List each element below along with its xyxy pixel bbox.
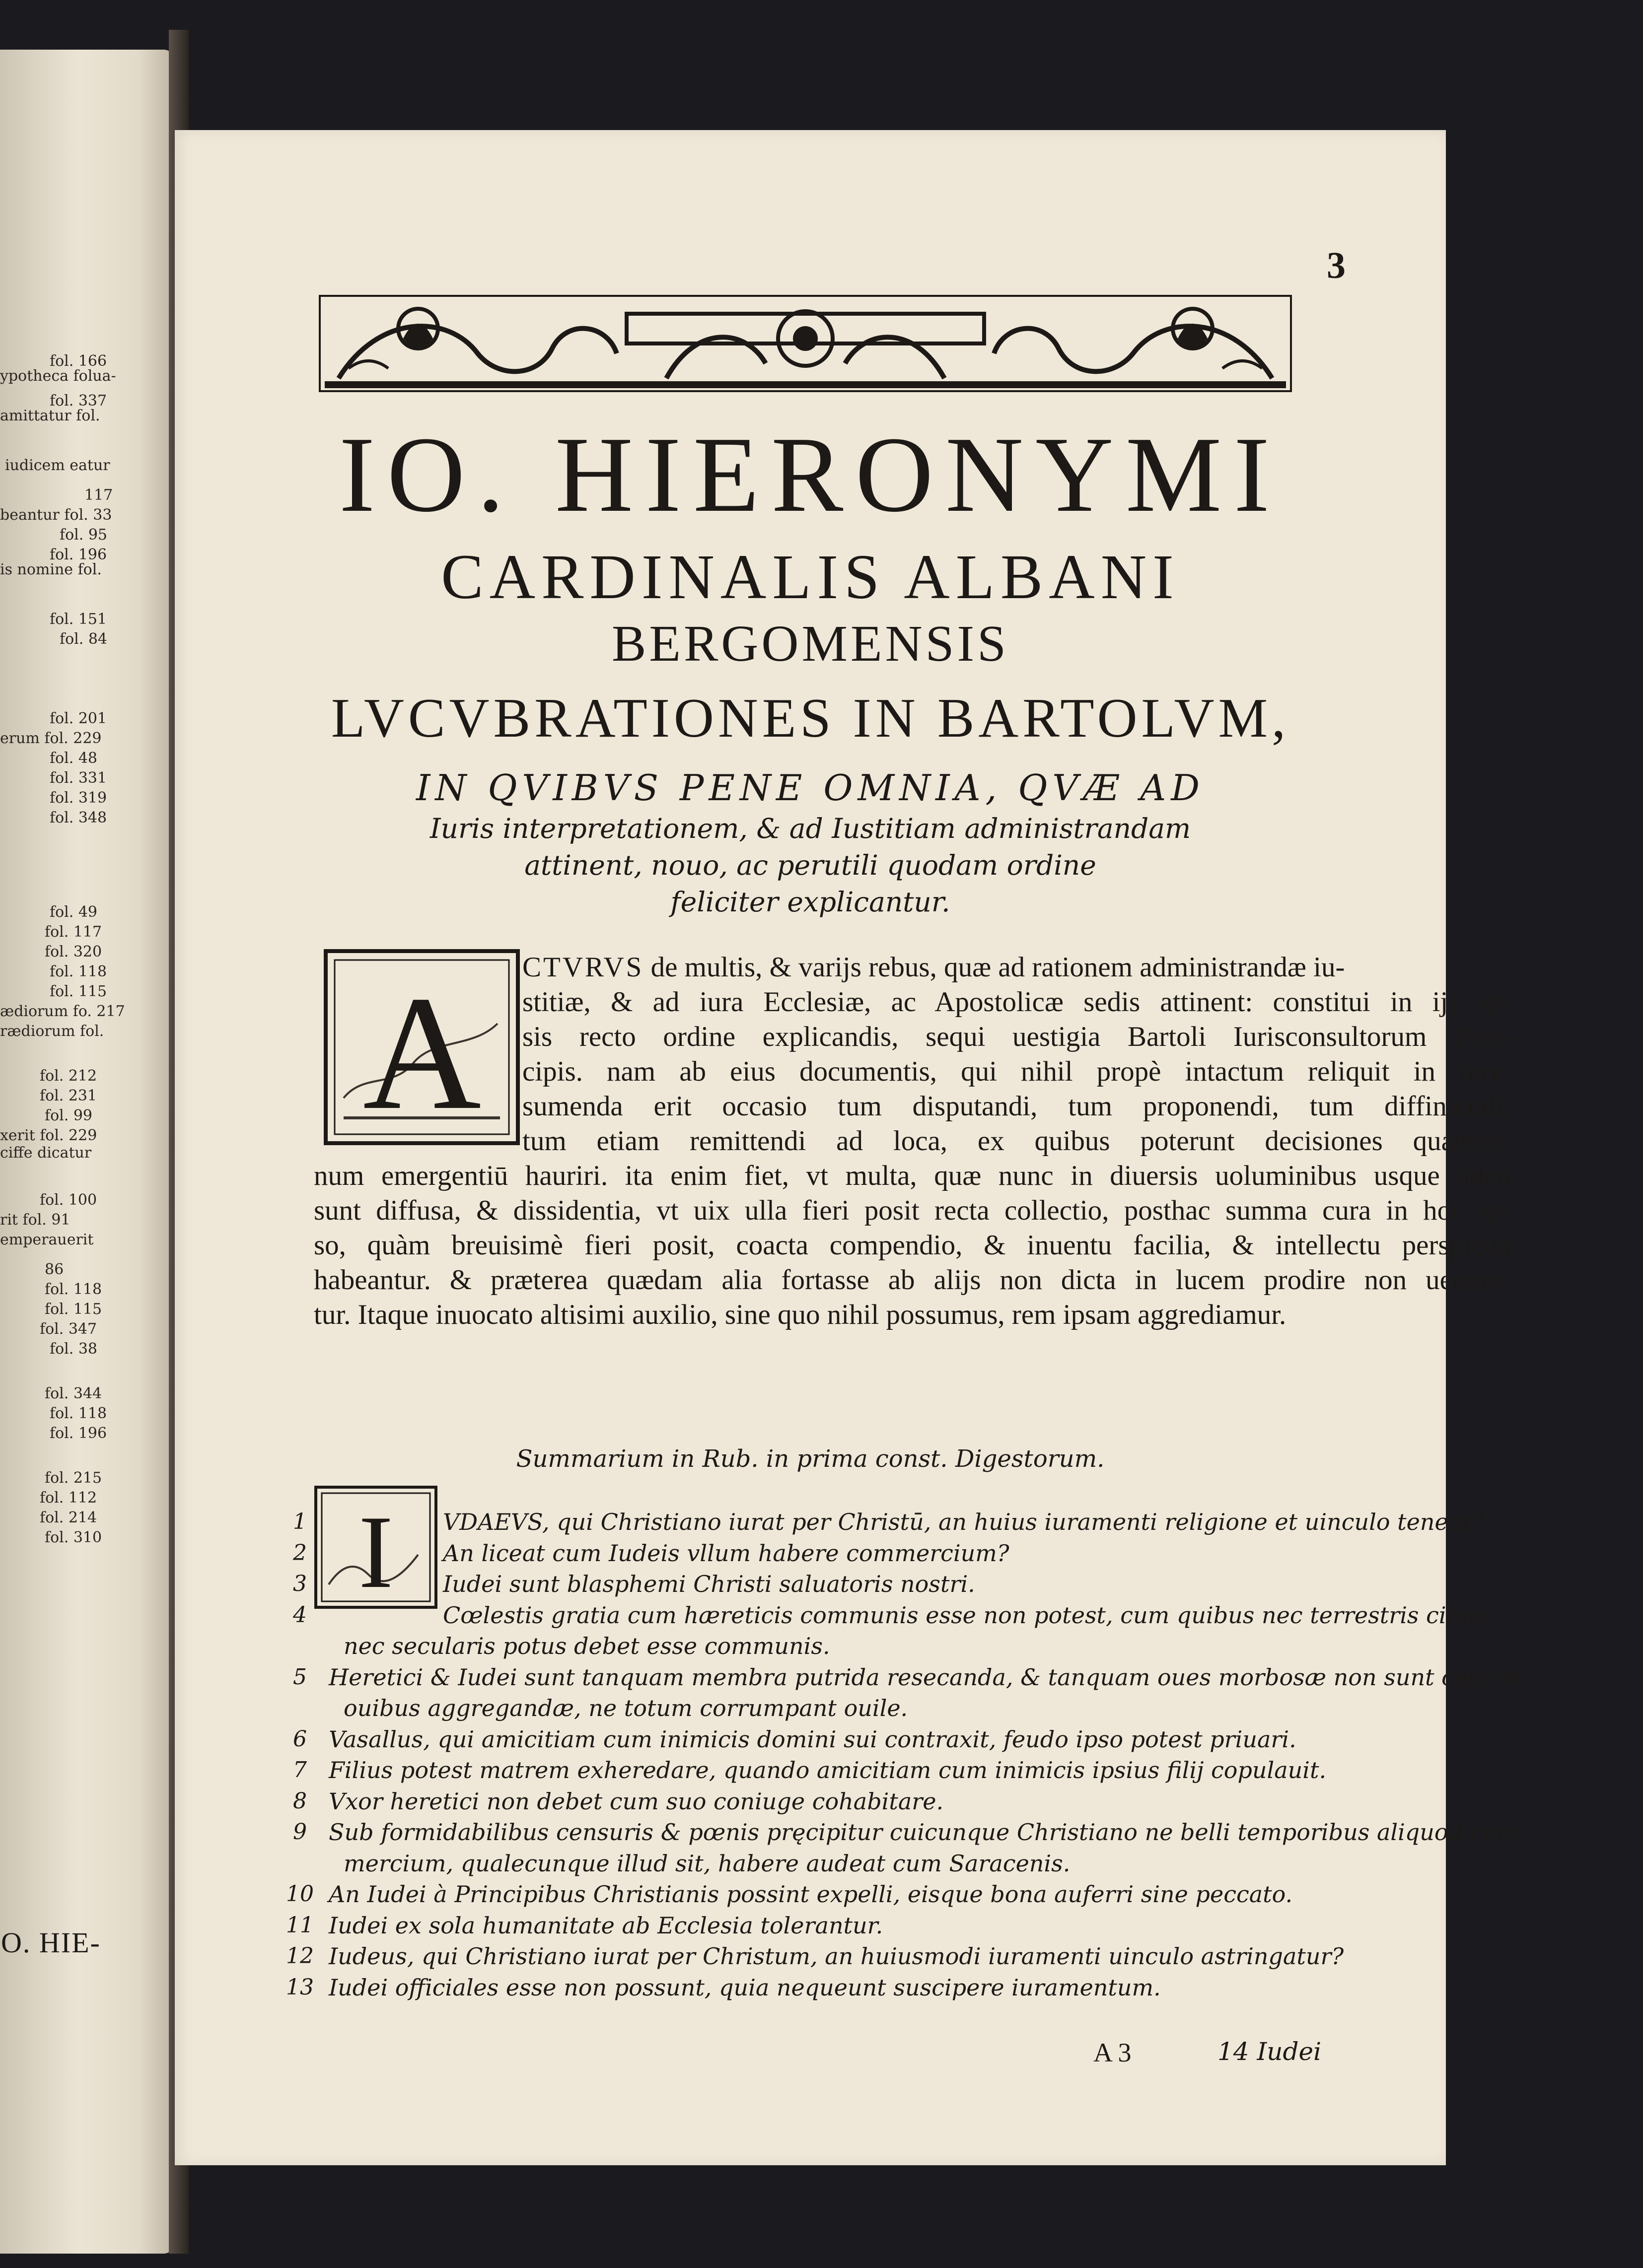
folio-reference: iudicem eatur	[5, 457, 110, 474]
folio-reference: fol. 320	[45, 943, 102, 961]
summarium-item-number: 8	[293, 1788, 307, 1814]
folio-reference: 86	[45, 1261, 64, 1278]
subtitle-line-4: feliciter explicantur.	[670, 886, 950, 918]
left-page-margin	[0, 50, 174, 2254]
title-line-1: IO. HIERONYMI	[339, 415, 1282, 535]
page-number: 3	[1327, 245, 1346, 286]
folio-reference: fol. 117	[45, 923, 102, 941]
body-line: tum etiam remittendi ad loca, ex quibus poterunt decisiones quæstio-	[522, 1125, 1510, 1157]
folio-reference: fol. 112	[40, 1489, 97, 1507]
folio-reference: fol. 347	[40, 1320, 97, 1338]
folio-reference: fol. 348	[50, 809, 107, 826]
folio-reference: fol. 344	[45, 1385, 102, 1402]
folio-reference: fol. 118	[50, 963, 107, 980]
summarium-heading: Summarium in Rub. in prima const. Digestorum.	[516, 1445, 1105, 1473]
folio-reference: fol. 310	[45, 1529, 102, 1546]
signature-mark: A 3	[1093, 2038, 1132, 2067]
folio-reference: fol. 319	[50, 789, 107, 807]
summarium-item-text: Cœlestis gratia cum hæreticis communis esse non potest, cum quibus nec terrestris cibus,	[443, 1601, 1495, 1629]
summarium-item-number: 4	[293, 1602, 307, 1628]
folio-reference: is nomine fol.	[0, 561, 102, 578]
decorated-initial-i	[314, 1485, 438, 1609]
summarium-item-text: ouibus aggregandæ, ne totum corrumpant ouile.	[344, 1695, 908, 1721]
summarium-item-text: Vasallus, qui amicitiam cum inimicis domini sui contraxit, feudo ipso potest priuari.	[329, 1725, 1296, 1753]
summarium-item-text: Iudei sunt blasphemi Christi saluatoris nostri.	[443, 1571, 975, 1597]
body-line: tur. Itaque inuocato altisimi auxilio, sine quo nihil possumus, rem ipsam aggrediamur.	[314, 1299, 1286, 1330]
summarium-item-number: 13	[286, 1974, 314, 2000]
summarium-item-text: VDAEVS, qui Christiano iurat per Christū, an huius iuramenti religione et uinculo teneat?	[443, 1509, 1484, 1535]
folio-reference: fol. 196	[50, 1425, 107, 1442]
running-title: O. HIE-	[1, 1926, 101, 1959]
svg-text:A: A	[362, 962, 482, 1144]
folio-reference: ypotheca folua-	[0, 367, 116, 385]
body-line: cipis. nam ab eius documentis, qui nihil propè intactum reliquit in iure,	[522, 1056, 1510, 1087]
body-line: sis recto ordine explicandis, sequi uestigia Bartoli Iurisconsultorum Prin-	[522, 1021, 1510, 1052]
summarium-item-text: Iudei officiales esse non possunt, quia nequeunt suscipere iuramentum.	[329, 1974, 1161, 2001]
main-page	[175, 130, 1521, 2165]
body-line: sunt diffusa, & dissidentia, vt uix ulla fieri posit recta collectio, posthac summa cura in hoc ip-	[314, 1195, 1510, 1226]
folio-reference: fol. 95	[60, 526, 108, 544]
folio-reference: fol. 214	[40, 1509, 97, 1526]
title-line-4: LVCVBRATIONES IN BARTOLVM,	[331, 687, 1290, 749]
first-word: CTVRVS	[522, 952, 644, 983]
folio-reference: fol. 196	[50, 546, 107, 563]
folio-reference: beantur fol. 33	[0, 506, 112, 524]
folio-reference: fol. 331	[50, 769, 107, 787]
folio-reference: ciffe dicatur	[0, 1144, 92, 1162]
folio-reference: fol. 115	[45, 1301, 102, 1318]
folio-reference: fol. 151	[50, 611, 107, 628]
summarium-item-number: 7	[293, 1757, 307, 1783]
body-line: sumenda erit occasio tum disputandi, tum proponendi, tum diffiniendi,	[522, 1091, 1510, 1122]
folio-reference: fol. 166	[50, 352, 107, 370]
catchword: 14 Iudei	[1217, 2037, 1322, 2066]
folio-reference: fol. 115	[50, 983, 107, 1000]
decorated-initial-a	[324, 949, 520, 1145]
summarium-item-number: 11	[286, 1912, 314, 1938]
summarium-item-number: 1	[293, 1509, 307, 1534]
body-line: num emergentiū hauriri. ita enim fiet, vt multa, quæ nunc in diuersis uoluminibus usque adeò	[314, 1160, 1510, 1191]
body-line: so, quàm breuisimè fieri posit, coacta compendio, & inuentu facilia, & intellectu perspicua	[314, 1230, 1510, 1261]
folio-reference: fol. 99	[45, 1107, 93, 1124]
body-line: habeantur. & præterea quædam alia fortasse ab alijs non dicta in lucem prodire non uerean-	[314, 1264, 1510, 1296]
summarium-item-number: 12	[286, 1943, 314, 1969]
ornamental-headpiece	[319, 294, 1292, 393]
svg-text:I: I	[358, 1495, 393, 1609]
summarium-item-number: 5	[293, 1664, 307, 1690]
folio-reference: fol. 100	[40, 1191, 97, 1209]
summarium-item-text: Filius potest matrem exheredare, quando amicitiam cum inimicis ipsius filij copulauit.	[329, 1757, 1327, 1784]
folio-reference: emperauerit	[0, 1231, 94, 1248]
summarium-item-text: Iudeus, qui Christiano iurat per Christum, an huiusmodi iuramenti uinculo astringatur?	[329, 1943, 1344, 1970]
summarium-item-number: 6	[293, 1726, 307, 1752]
folio-reference: fol. 201	[50, 710, 107, 727]
body-line: stitiæ, & ad iura Ecclesiæ, ac Apostolicæ sedis attinent: constitui in ijs ip-	[522, 986, 1510, 1018]
folio-reference: xerit fol. 229	[0, 1127, 97, 1144]
title-line-2: CARDINALIS ALBANI	[441, 542, 1180, 612]
folio-reference: fol. 48	[50, 750, 98, 767]
folio-reference: fol. 212	[40, 1067, 97, 1085]
subtitle-line-1: IN QVIBVS PENE OMNIA, QVÆ AD	[416, 767, 1205, 809]
folio-reference: amittatur fol.	[0, 407, 100, 424]
folio-reference: rit fol. 91	[0, 1211, 71, 1229]
folio-reference: fol. 215	[45, 1469, 102, 1487]
folio-reference: 117	[84, 486, 113, 504]
folio-reference: fol. 38	[50, 1340, 98, 1358]
folio-reference-list	[0, 50, 174, 2254]
title-line-3: BERGOMENSIS	[612, 615, 1009, 672]
body-line-text: de multis, & varijs rebus, quæ ad rationem administrandæ iu-	[650, 952, 1345, 983]
summarium-item-number: 10	[286, 1881, 314, 1907]
summarium-item-number: 3	[293, 1571, 307, 1596]
folio-reference: fol. 49	[50, 903, 98, 921]
folio-reference: fol. 84	[60, 630, 108, 648]
summarium-item-number: 9	[293, 1819, 307, 1845]
summarium-item-text: mercium, qualecunque illud sit, habere audeat cum Saracenis.	[344, 1850, 1071, 1877]
folio-reference: erum fol. 229	[0, 730, 102, 747]
summarium-item-text: Heretici & Iudei sunt tanquam membra putrida resecanda, & tanquam oues morbosæ non sunt cęteris	[329, 1663, 1521, 1691]
subtitle-line-2: Iuris interpretationem, & ad Iustitiam administrandam	[429, 813, 1191, 844]
summarium-item-text: An liceat cum Iudeis vllum habere commercium?	[443, 1539, 1009, 1567]
summarium-item-text: Sub formidabilibus censuris & pœnis pręcipitur cuicunque Christiano ne belli temporibus aliquod com	[329, 1819, 1518, 1846]
folio-reference: ædiorum fo. 217	[0, 1003, 125, 1020]
summarium-item-number: 2	[293, 1540, 307, 1566]
folio-reference: fol. 231	[40, 1087, 97, 1104]
folio-reference: fol. 337	[50, 392, 107, 410]
subtitle-line-3: attinent, nouo, ac perutili quodam ordine	[524, 849, 1096, 881]
folio-reference: rædiorum fol.	[0, 1023, 104, 1040]
folio-reference: fol. 118	[45, 1281, 102, 1298]
summarium-item-text: An Iudei à Principibus Christianis possint expelli, eisque bona auferri sine peccato.	[329, 1881, 1293, 1908]
summarium-item-text: Vxor heretici non debet cum suo coniuge cohabitare.	[329, 1787, 944, 1815]
summarium-item-text: Iudei ex sola humanitate ab Ecclesia tolerantur.	[329, 1912, 883, 1939]
folio-reference: fol. 118	[50, 1405, 107, 1422]
body-line	[522, 950, 1510, 985]
summarium-item-text: nec secularis potus debet esse communis.	[344, 1633, 830, 1659]
